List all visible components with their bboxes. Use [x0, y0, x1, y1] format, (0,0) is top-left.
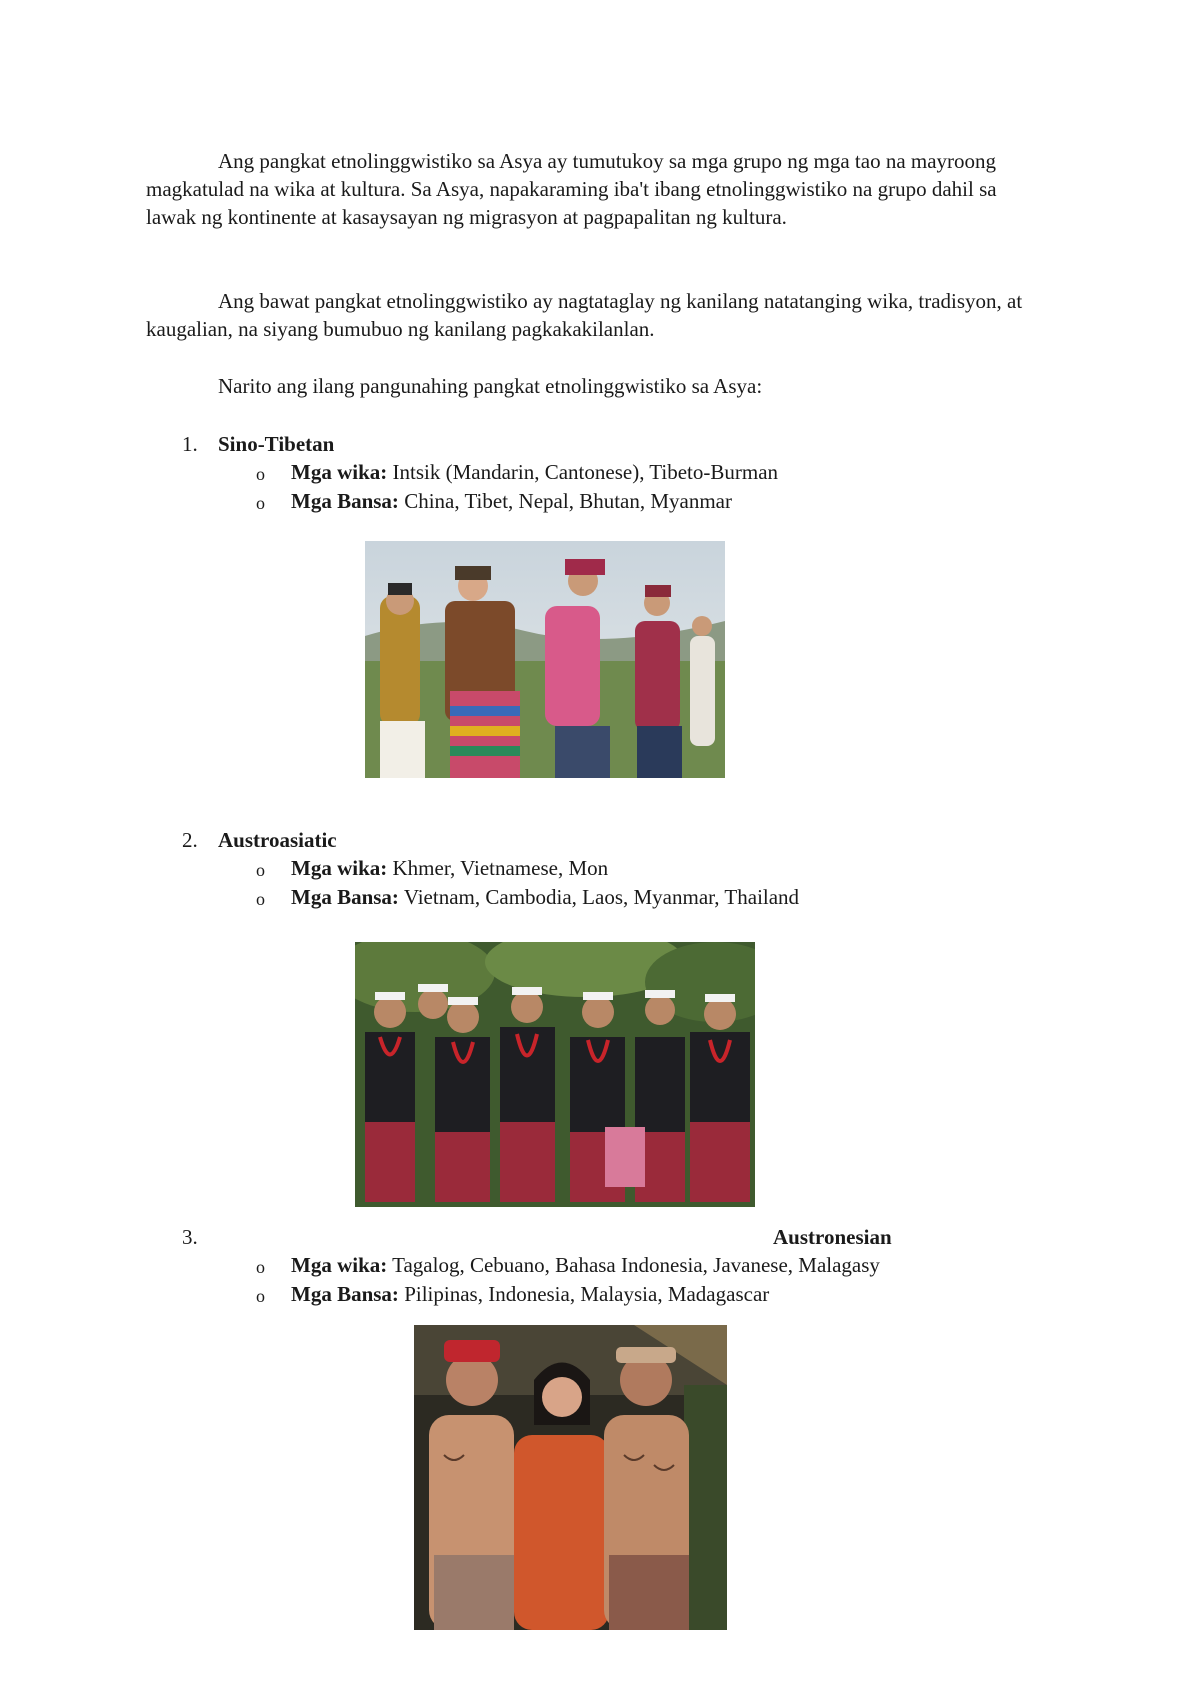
group-3-languages: Mga wika: Tagalog, Cebuano, Bahasa Indonesia, Javanese, Malagasy: [291, 1253, 880, 1277]
bullet-icon: o: [256, 464, 265, 484]
group-2-heading: Austroasiatic: [218, 828, 337, 852]
group-2-countries: Mga Bansa: Vietnam, Cambodia, Laos, Myanmar, Thailand: [291, 885, 800, 909]
sino-tibetan-photo: [365, 541, 725, 778]
group-1-countries: Mga Bansa: China, Tibet, Nepal, Bhutan, Myanmar: [291, 489, 732, 513]
group-1-heading: Sino-Tibetan: [218, 432, 335, 456]
group-3-number: 3.: [182, 1225, 198, 1249]
austroasiatic-photo: [355, 942, 755, 1207]
intro-paragraph: Ang pangkat etnolinggwistiko sa Asya ay tumutukoy sa mga grupo ng mga tao na mayroong magkatulad na wika at kultura. Sa Asya, napakaraming iba't ibang etnolinggwistiko na grupo dahil sa lawak ng kontinente at kasaysayan ng migrasyon at pagpapalitan ng kultura.: [146, 149, 997, 229]
group-1-languages: Mga wika: Intsik (Mandarin, Cantonese), Tibeto-Burman: [291, 460, 779, 484]
group-1-number: 1.: [182, 432, 198, 456]
group-2-languages: Mga wika: Khmer, Vietnamese, Mon: [291, 856, 609, 880]
description-paragraph: Ang bawat pangkat etnolinggwistiko ay nagtataglay ng kanilang natatanging wika, tradisyon, at kaugalian, na siyang bumubuo ng kanilang pagkakakilanlan.: [146, 289, 1023, 341]
group-2-number: 2.: [182, 828, 198, 852]
bullet-icon: o: [256, 493, 265, 513]
austronesian-photo: [414, 1325, 727, 1630]
group-3-countries: Mga Bansa: Pilipinas, Indonesia, Malaysia, Madagascar: [291, 1282, 770, 1306]
bullet-icon: o: [256, 1257, 265, 1277]
bullet-icon: o: [256, 860, 265, 880]
group-3-heading: Austronesian: [773, 1225, 892, 1249]
bullet-icon: o: [256, 1286, 265, 1306]
bullet-icon: o: [256, 889, 265, 909]
list-intro-paragraph: Narito ang ilang pangunahing pangkat etnolinggwistiko sa Asya:: [218, 374, 763, 398]
